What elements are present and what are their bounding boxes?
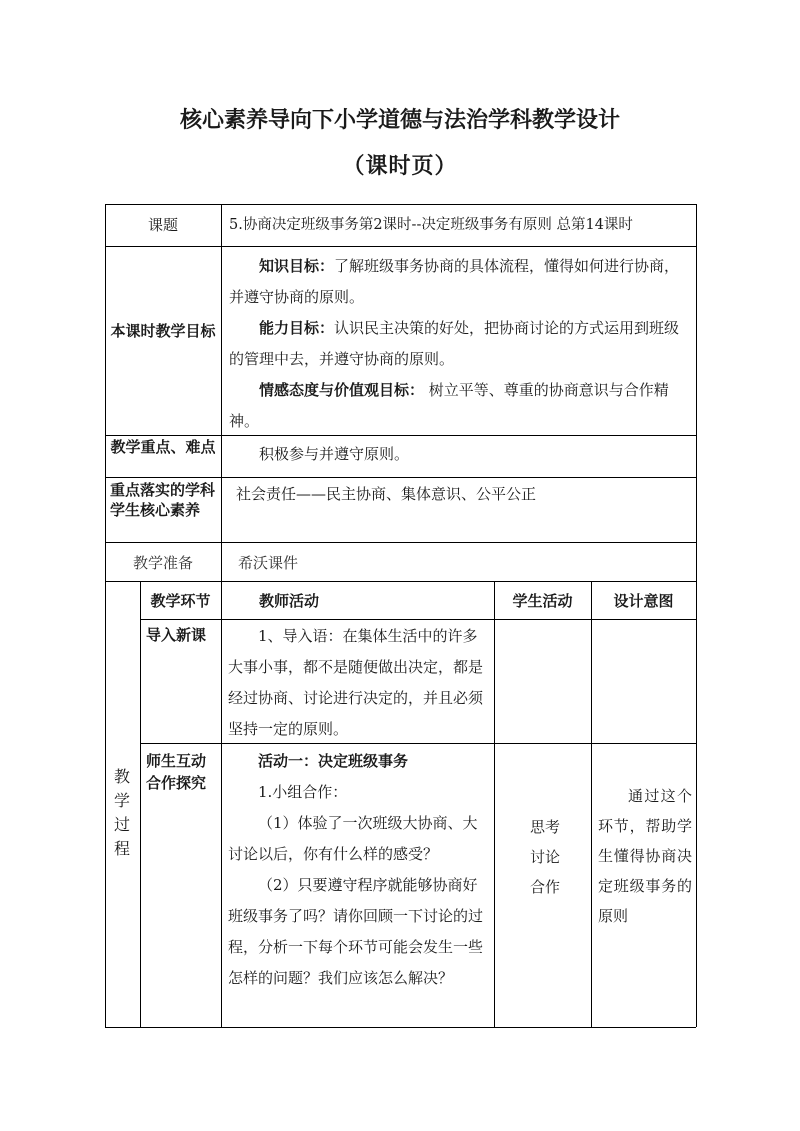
activity-item: （2）只要遵守程序就能够协商好班级事务了吗？请你回顾一下讨论的过程，分析一下每个环节可能会发生一些怎样的问题？我们应该怎么解决？ [228,876,484,987]
activity-item: 1.小组合作： [258,783,348,801]
core-literacy-value: 社会责任——民主协商、集体意识、公平公正 [236,485,537,503]
table-rule [696,204,697,1027]
objective-values: 情感态度与价值观目标： 树立平等、尊重的协商意识与合作精神。 [229,381,669,430]
table-rule [591,581,592,1027]
objective-knowledge: 知识目标：了解班级事务协商的具体流程，懂得如何进行协商，并遵守协商的原则。 [229,257,680,306]
prep-label: 教学准备 [132,554,193,572]
table-rule [105,204,696,205]
stage-intro: 导入新课 [146,626,207,644]
key-points-label: 教学重点、难点 [110,438,216,456]
objective-ability: 能力目标：认识民主决策的好处，把协商讨论的方式运用到班级的管理中去，并遵守协商的原则。 [229,319,680,368]
header-intent: 设计意图 [613,592,674,610]
topic-label: 课题 [147,216,178,234]
table-rule [105,204,106,1027]
table-rule [105,246,696,247]
student-activity: 思考讨论合作 [530,818,561,896]
key-points-value: 积极参与并遵守原则。 [259,445,410,463]
document-title: 核心素养导向下小学道德与法治学科教学设计 [179,108,620,133]
prep-value: 希沃课件 [238,554,299,572]
table-rule [105,542,696,543]
table-rule [105,1027,696,1028]
intro-teacher-activity: 1、导入语：在集体生活中的许多大事小事，都不是随便做出决定，都是经过协商、讨论进行决定的，并且必须坚持一定的原则。 [228,627,484,738]
objectives-label: 本课时教学目标 [110,322,216,340]
table-rule [105,581,696,582]
document-subtitle: （课时页） [342,154,458,179]
header-stage: 教学环节 [150,592,211,610]
header-teacher: 教师活动 [259,592,320,610]
interaction-teacher-activity [228,746,488,994]
activity-heading: 活动一：决定班级事务 [258,752,409,770]
core-literacy-label: 重点落实的学科学生核心素养 [110,481,216,519]
table-rule [140,619,696,620]
table-rule [494,581,495,1027]
table-rule [140,581,141,1027]
table-rule [221,581,222,1027]
header-student: 学生活动 [512,592,573,610]
stage-interaction: 师生互动合作探究 [146,752,207,792]
design-intent: 通过这个环节，帮助学生懂得协商决定班级事务的原则 [598,787,692,925]
table-rule [105,477,696,478]
table-rule [221,204,222,581]
topic-value: 5.协商决定班级事务第2课时--决定班级事务有原则 总第14课时 [229,217,633,233]
objectives-block [229,251,689,437]
process-label: 教学过程 [113,767,130,858]
activity-item: （1）体验了一次班级大协商、大讨论以后，你有什么样的感受？ [228,814,478,863]
